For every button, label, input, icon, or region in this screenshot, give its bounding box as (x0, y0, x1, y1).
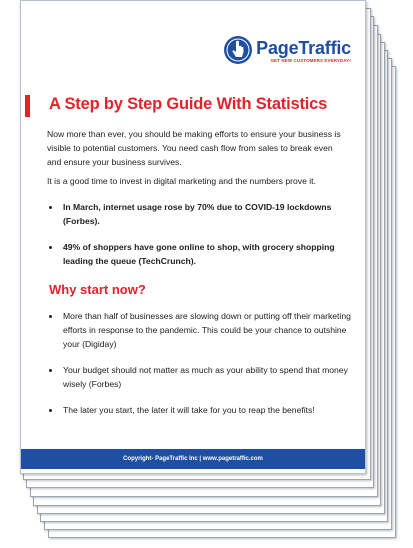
stat-text: In March, internet usage rose by 70% due to COVID-19 lockdowns (Forbes). (63, 202, 332, 226)
reason-text: The later you start, the later it will take for you to reap the benefits! (63, 405, 315, 415)
reason-text: Your budget should not matter as much as your ability to spend that money wisely (Forbes) (63, 365, 348, 389)
list-item (47, 309, 351, 351)
bullet-dot-icon (49, 315, 52, 318)
bullet-dot-icon (49, 409, 52, 412)
page-title: A Step by Step Guide With Statistics (49, 95, 328, 113)
intro-statement: It is a good time to invest in digital marketing and the numbers prove it. (47, 176, 316, 186)
document-page (20, 0, 366, 474)
list-item (47, 363, 351, 391)
section-heading: Why start now? (49, 282, 146, 297)
reasons-list (47, 309, 351, 429)
brand-logo (223, 35, 351, 65)
title-accent-bar (25, 95, 30, 117)
page-footer: Copyright- PageTraffic Inc | www.pagetraffic.com (21, 449, 365, 469)
pointer-hand-icon (223, 35, 253, 65)
intro-paragraph: Now more than ever, you should be making efforts to ensure your business is visible to potential customers. You need cash flow from sales to break even and ensure your business survives. (47, 129, 341, 167)
list-item (47, 403, 351, 417)
bullet-dot-icon (49, 246, 52, 249)
logo-tagline: GET NEW CUSTOMERS EVERYDAY! (270, 58, 351, 63)
stats-list (47, 200, 351, 280)
reason-text: More than half of businesses are slowing down or putting off their marketing efforts in response to the pandemic. This could be your chance to outshine your (Digiday) (63, 311, 351, 349)
stat-text: 49% of shoppers have gone online to shop, with grocery shopping leading the queue (TechCrunch). (63, 242, 335, 266)
bullet-dot-icon (49, 206, 52, 209)
bullet-dot-icon (49, 369, 52, 372)
logo-name: PageTraffic (256, 38, 351, 58)
list-item (47, 240, 351, 268)
list-item (47, 200, 351, 228)
